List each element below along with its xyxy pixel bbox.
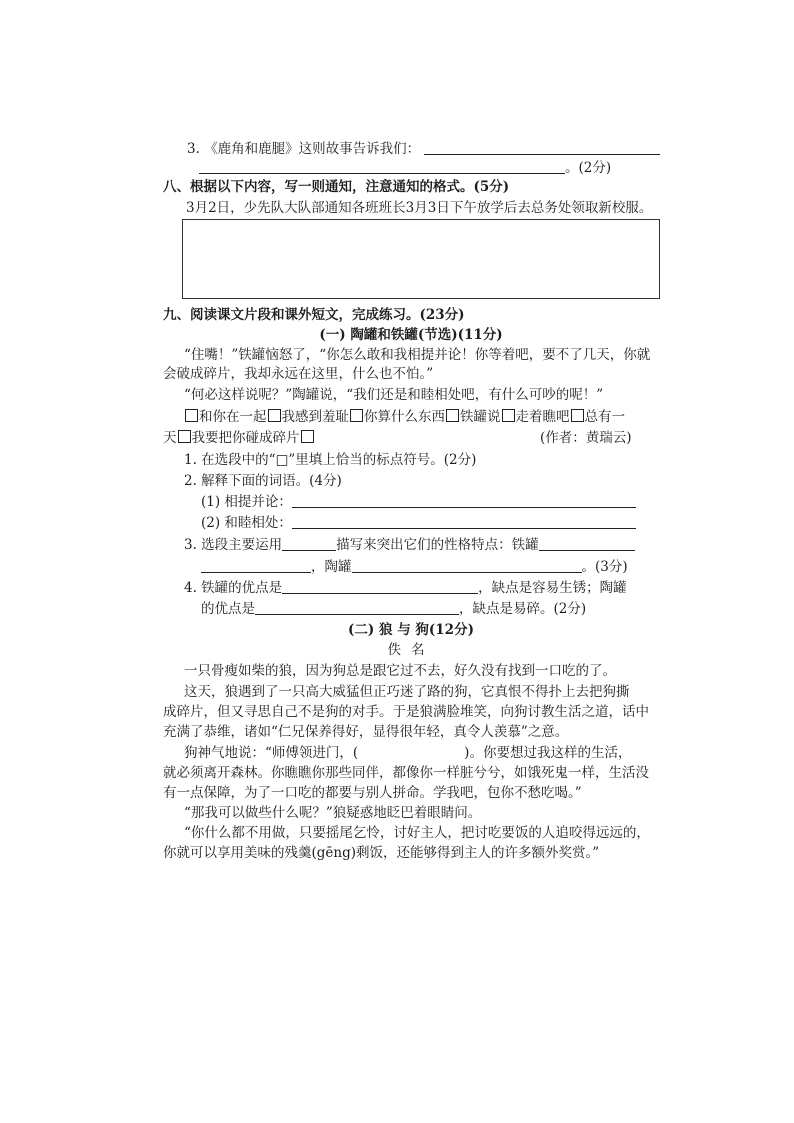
text-segment: 狗神气地说：“师傅领进门，( (184, 745, 359, 761)
part-2-author: 佚名 (387, 642, 435, 658)
part-1-question-2: 2. 解释下面的词语。(4分) (184, 473, 342, 489)
part-2-para-4: “那我可以做些什么呢？”狼疑惑地眨巴着眼睛问。 (184, 805, 482, 821)
part-2-para-2c: 充满了恭维，诸如“仁兄保养得好，显得很年轻，真令人羡慕”之意。 (163, 724, 569, 740)
part-2-para-5b: 你就可以享用美味的残羹(gēng)剩饭，还能够得到主人的许多额外奖赏。” (163, 845, 600, 861)
part-1-para-2: “何必这样说呢？”陶罐说，“我们还是和睦相处吧，有什么可吵的呢！” (184, 387, 604, 403)
text-segment: )。你要想过我这样的生活， (464, 745, 632, 761)
part-1-question-1: 1. 在选段中的“□”里填上恰当的标点符号。(2分) (184, 452, 477, 468)
answer-blank[interactable] (282, 578, 478, 594)
answer-blank[interactable] (292, 492, 636, 508)
punctuation-box[interactable] (301, 430, 314, 443)
punctuation-box[interactable] (350, 409, 363, 422)
part-1-para-1b: 会破成碎片，我却永远在这里，什么也不怕。” (163, 366, 434, 382)
section-8-content: 3月2日，少先队大队部通知各班班长3月3日下午放学后去总务处领取新校服。 (186, 200, 653, 216)
punctuation-box[interactable] (185, 409, 198, 422)
part-2-para-1: 一只骨瘦如柴的狼，因为狗总是跟它过不去，好久没有找到一口吃的了。 (184, 663, 616, 679)
part-2-para-2b: 成碎片，但又寻思自己不是狗的对手。于是狼满脸堆笑，向狗讨教生活之道，话中 (163, 704, 649, 720)
punctuation-box[interactable] (268, 409, 281, 422)
question-text: ，缺点是容易生锈；陶罐 (478, 580, 627, 596)
part-1-question-2a (201, 492, 636, 512)
section-9-title: 九、阅读课文片段和课外短文，完成练习。(23分) (163, 307, 465, 323)
question-score: 。(3分) (581, 559, 628, 575)
question-text: ，缺点是易碎。(2分) (459, 601, 587, 617)
part-2-para-2a: 这天，狼遇到了一只高大威猛但正巧迷了路的狗，它真恨不得扑上去把狗撕 (184, 684, 630, 700)
question-7-3 (187, 139, 660, 159)
part-1-para-4 (163, 428, 315, 448)
text-segment: 铁罐说 (460, 409, 501, 425)
part-1-question-3 (184, 535, 635, 555)
question-text: 描写来突出它们的性格特点：铁罐 (336, 537, 539, 553)
part-2-para-5a: “你什么都不用做，只要摇尾乞怜，讨好主人，把讨吃要饭的人追咬得远远的， (184, 825, 650, 841)
question-text: 的优点是 (201, 601, 255, 617)
text-segment: 和你在一起 (199, 409, 267, 425)
part-2-para-3c: 就必须离开森林。你瞧瞧你那些同伴，都像你一样脏兮兮，如饿死鬼一样，生活没 (163, 765, 649, 781)
text-segment: 走着瞧吧 (515, 409, 570, 425)
question-text: 《鹿角和鹿腿》这则故事告诉我们： (204, 141, 421, 157)
part-2-para-3d: 有一点保障，为了一口吃的都要与别人拼命。学我吧，包你不愁吃喝。” (163, 785, 582, 801)
question-number: 3. (187, 141, 200, 157)
punctuation-box[interactable] (571, 409, 584, 422)
answer-blank[interactable] (292, 513, 636, 529)
answer-blank[interactable] (539, 535, 635, 551)
text-segment: 你算什么东西 (364, 409, 445, 425)
answer-blank[interactable] (201, 557, 311, 573)
text-segment: 我要把你碰成碎片 (191, 430, 300, 446)
part-1-question-4 (184, 578, 627, 598)
punctuation-box[interactable] (446, 409, 459, 422)
part-1-title: (一) 陶罐和铁罐(节选)(11分) (319, 327, 503, 343)
question-text: (2) 和睦相处： (201, 515, 292, 531)
part-1-para-3 (184, 407, 625, 427)
answer-blank[interactable] (282, 535, 336, 551)
text-segment: 总有一 (584, 409, 625, 425)
question-text: ，陶罐 (311, 559, 352, 575)
text-segment: 我感到羞耻 (281, 409, 349, 425)
part-2-title: (二) 狼 与 狗(12分) (348, 622, 474, 638)
part-2-para-3a (184, 743, 631, 763)
part-1-para-1a: “住嘴！”铁罐恼怒了，“你怎么敢和我相提并论！你等着吧，要不了几天，你就 (184, 347, 651, 363)
answer-blank[interactable] (352, 557, 582, 573)
question-text: 3. 选段主要运用 (184, 537, 283, 553)
punctuation-box[interactable] (178, 430, 191, 443)
section-8-title: 八、根据以下内容，写一则通知，注意通知的格式。(5分) (163, 179, 510, 195)
answer-blank[interactable] (424, 139, 660, 155)
question-text: 4. 铁罐的优点是 (184, 580, 283, 596)
punctuation-box[interactable] (502, 409, 515, 422)
part-1-question-3-line2 (201, 557, 628, 577)
part-1-question-4-line2 (201, 599, 586, 619)
answer-blank[interactable] (199, 158, 565, 174)
question-text: (1) 相提并论： (201, 494, 292, 510)
question-7-3-line2 (199, 158, 611, 178)
question-score: 。(2分) (565, 160, 612, 176)
part-1-author: (作者：黄瑞云) (540, 430, 632, 446)
notice-writing-box[interactable] (182, 219, 660, 299)
answer-blank[interactable] (255, 599, 459, 615)
text-segment: 天 (163, 430, 177, 446)
part-1-question-2b (201, 513, 636, 533)
